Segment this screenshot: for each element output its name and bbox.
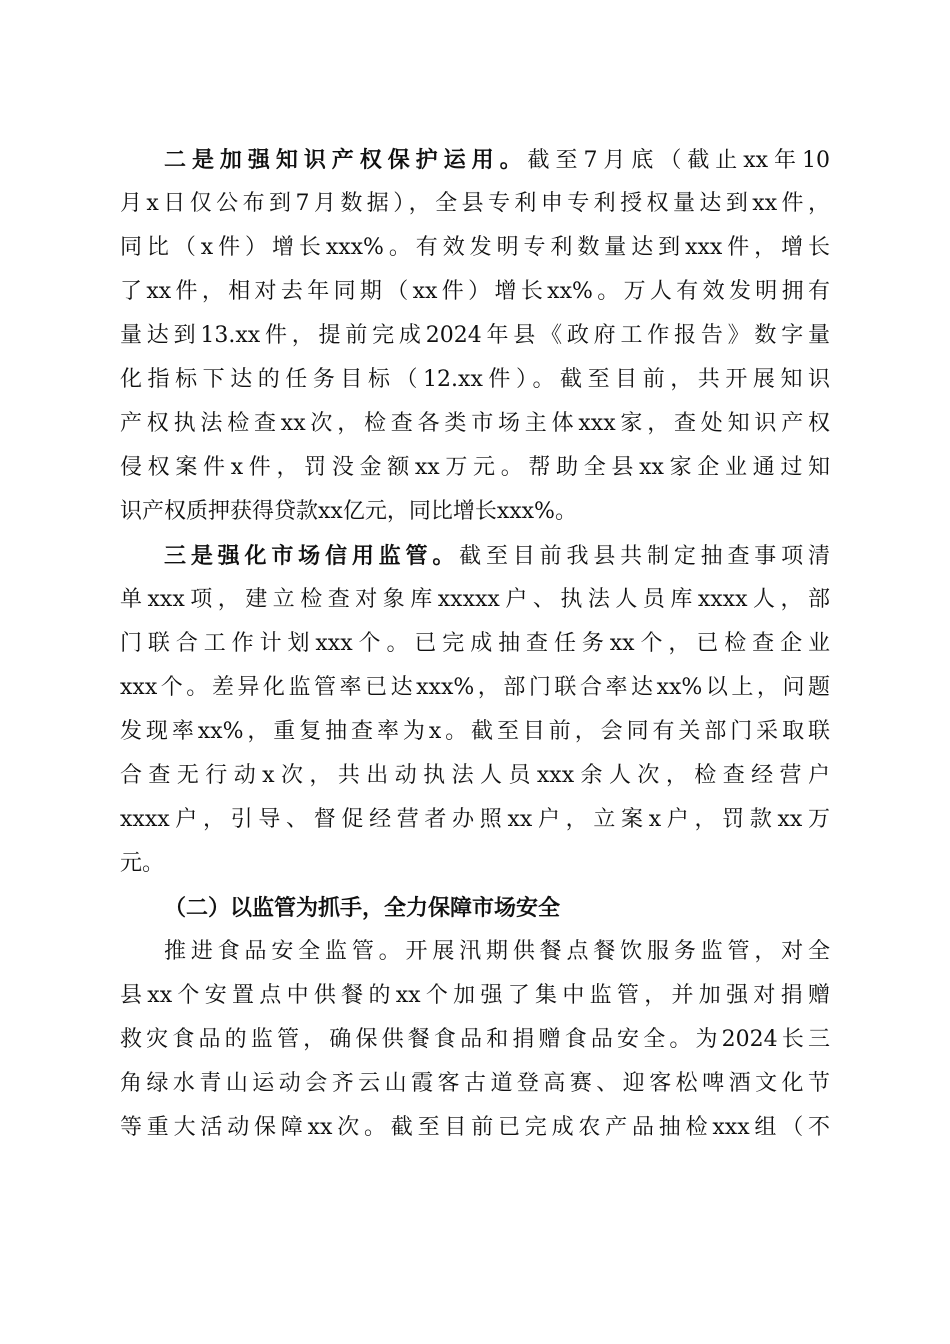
paragraph-line: 识产权质押获得贷款xx亿元，同比增长xxx%。 (120, 499, 577, 524)
paragraph-line: 同比（x件）增长xxx%。有效发明专利数量达到xxx件，增长 (120, 235, 830, 260)
paragraph-line: 救灾食品的监管，确保供餐食品和捐赠食品安全。为2024长三 (120, 1027, 830, 1052)
paragraph-line: 推进食品安全监管。开展汛期供餐点餐饮服务监管，对全 (164, 939, 830, 964)
paragraph-credit-supervision (120, 534, 830, 886)
paragraph-food-safety (120, 930, 830, 1150)
paragraph-line: 单xxx项，建立检查对象库xxxxx户、执法人员库xxxx人，部 (120, 587, 830, 612)
paragraph-line (120, 138, 830, 182)
paragraph-line: 发现率xx%，重复抽查率为x。截至目前，会同有关部门采取联 (120, 719, 830, 744)
paragraph-line: xxxx户，引导、督促经营者办照xx户，立案x户，罚款xx万 (120, 807, 830, 832)
paragraph-line: 量达到13.xx件，提前完成2024年县《政府工作报告》数字量 (120, 323, 830, 348)
paragraph-lead: 二是加强知识产权保护运用。 (164, 147, 528, 173)
paragraph-line-text: 截至目前我县共制定抽查事项清 (459, 544, 830, 569)
section-heading: （二）以监管为抓手，全力保障市场安全 (164, 895, 561, 921)
paragraph-line: 了xx件，相对去年同期（xx件）增长xx%。万人有效发明拥有 (120, 279, 830, 304)
paragraph-lead: 三是强化市场信用监管。 (164, 543, 460, 569)
paragraph-ip-protection (120, 138, 830, 534)
paragraph-line-text: 截至7月底（截止xx年10 (527, 148, 830, 173)
document-body (120, 138, 830, 1150)
paragraph-line: 合查无行动x次，共出动执法人员xxx余人次，检查经营户 (120, 763, 830, 788)
paragraph-line: 月x日仅公布到7月数据），全县专利申专利授权量达到xx件， (120, 191, 830, 216)
paragraph-line: 产权执法检查xx次，检查各类市场主体xxx家，查处知识产权 (120, 411, 830, 436)
paragraph-line (120, 534, 830, 578)
paragraph-line: 县xx个安置点中供餐的xx个加强了集中监管，并加强对捐赠 (120, 983, 830, 1008)
paragraph-line: 角绿水青山运动会齐云山霞客古道登高赛、迎客松啤酒文化节 (120, 1071, 830, 1096)
paragraph-line: 元。 (120, 851, 165, 876)
paragraph-line: xxx个。差异化监管率已达xxx%，部门联合率达xx%以上，问题 (120, 675, 830, 700)
paragraph-line: 门联合工作计划xxx个。已完成抽查任务xx个，已检查企业 (120, 631, 830, 656)
paragraph-line: 等重大活动保障xx次。截至目前已完成农产品抽检xxx组（不 (120, 1115, 830, 1140)
paragraph-line: 侵权案件x件，罚没金额xx万元。帮助全县xx家企业通过知 (120, 455, 830, 480)
paragraph-line: 化指标下达的任务目标（12.xx件）。截至目前，共开展知识 (120, 367, 830, 392)
